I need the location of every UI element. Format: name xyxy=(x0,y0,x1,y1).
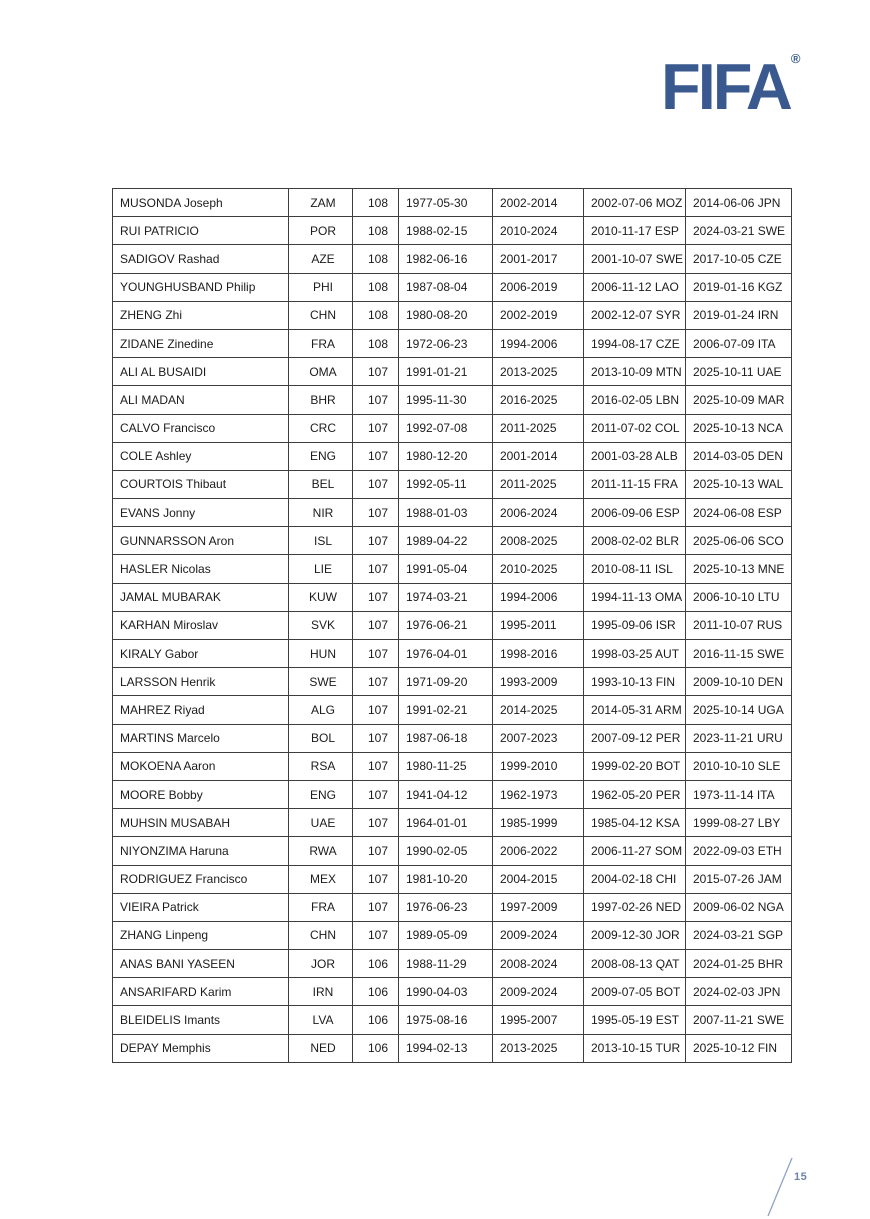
birth-date-cell: 1988-02-15 xyxy=(399,217,493,245)
birth-date-cell: 1995-11-30 xyxy=(399,386,493,414)
last-match-cell: 2015-07-26 JAM xyxy=(686,865,792,893)
table-row xyxy=(113,329,792,357)
table-row xyxy=(113,668,792,696)
birth-date-cell: 1992-05-11 xyxy=(399,470,493,498)
last-match-cell: 2017-10-05 CZE xyxy=(686,245,792,273)
caps-cell: 108 xyxy=(353,273,399,301)
career-span-cell: 2008-2025 xyxy=(493,527,584,555)
first-match-cell: 1995-05-19 EST xyxy=(584,1006,686,1034)
country-code-cell: PHI xyxy=(289,273,353,301)
last-match-cell: 2011-10-07 RUS xyxy=(686,611,792,639)
country-code-cell: ALG xyxy=(289,696,353,724)
last-match-cell: 2014-03-05 DEN xyxy=(686,442,792,470)
career-span-cell: 2007-2023 xyxy=(493,724,584,752)
last-match-cell: 2024-03-21 SGP xyxy=(686,921,792,949)
first-match-cell: 1962-05-20 PER xyxy=(584,780,686,808)
table-row xyxy=(113,893,792,921)
first-match-cell: 2004-02-18 CHI xyxy=(584,865,686,893)
caps-cell: 107 xyxy=(353,499,399,527)
caps-cell: 107 xyxy=(353,527,399,555)
birth-date-cell: 1988-01-03 xyxy=(399,499,493,527)
birth-date-cell: 1994-02-13 xyxy=(399,1034,493,1062)
first-match-cell: 2001-10-07 SWE xyxy=(584,245,686,273)
birth-date-cell: 1982-06-16 xyxy=(399,245,493,273)
caps-cell: 106 xyxy=(353,1034,399,1062)
table-row xyxy=(113,470,792,498)
last-match-cell: 2016-11-15 SWE xyxy=(686,640,792,668)
birth-date-cell: 1987-08-04 xyxy=(399,273,493,301)
country-code-cell: LIE xyxy=(289,555,353,583)
player-name-cell: ANSARIFARD Karim xyxy=(113,978,289,1006)
caps-cell: 106 xyxy=(353,1006,399,1034)
player-name-cell: YOUNGHUSBAND Philip xyxy=(113,273,289,301)
country-code-cell: SVK xyxy=(289,611,353,639)
country-code-cell: FRA xyxy=(289,329,353,357)
table-row xyxy=(113,217,792,245)
table-row xyxy=(113,386,792,414)
last-match-cell: 1999-08-27 LBY xyxy=(686,809,792,837)
table-row xyxy=(113,499,792,527)
first-match-cell: 2010-11-17 ESP xyxy=(584,217,686,245)
first-match-cell: 2011-11-15 FRA xyxy=(584,470,686,498)
table-row xyxy=(113,752,792,780)
country-code-cell: UAE xyxy=(289,809,353,837)
first-match-cell: 1998-03-25 AUT xyxy=(584,640,686,668)
table-row xyxy=(113,780,792,808)
player-name-cell: ZIDANE Zinedine xyxy=(113,329,289,357)
birth-date-cell: 1989-05-09 xyxy=(399,921,493,949)
player-name-cell: MUHSIN MUSABAH xyxy=(113,809,289,837)
footer-slash-icon xyxy=(765,1156,795,1218)
birth-date-cell: 1941-04-12 xyxy=(399,780,493,808)
birth-date-cell: 1976-04-01 xyxy=(399,640,493,668)
country-code-cell: RWA xyxy=(289,837,353,865)
caps-cell: 107 xyxy=(353,921,399,949)
first-match-cell: 1995-09-06 ISR xyxy=(584,611,686,639)
player-name-cell: MOORE Bobby xyxy=(113,780,289,808)
birth-date-cell: 1992-07-08 xyxy=(399,414,493,442)
country-code-cell: ENG xyxy=(289,780,353,808)
first-match-cell: 2013-10-09 MTN xyxy=(584,358,686,386)
caps-cell: 106 xyxy=(353,950,399,978)
career-span-cell: 2013-2025 xyxy=(493,358,584,386)
last-match-cell: 2024-01-25 BHR xyxy=(686,950,792,978)
fifa-logo xyxy=(661,50,801,123)
caps-cell: 106 xyxy=(353,978,399,1006)
player-name-cell: ZHANG Linpeng xyxy=(113,921,289,949)
country-code-cell: CHN xyxy=(289,301,353,329)
player-name-cell: ALI AL BUSAIDI xyxy=(113,358,289,386)
country-code-cell: BHR xyxy=(289,386,353,414)
first-match-cell: 2008-08-13 QAT xyxy=(584,950,686,978)
birth-date-cell: 1976-06-21 xyxy=(399,611,493,639)
first-match-cell: 2010-08-11 ISL xyxy=(584,555,686,583)
career-span-cell: 1962-1973 xyxy=(493,780,584,808)
player-name-cell: BLEIDELIS Imants xyxy=(113,1006,289,1034)
first-match-cell: 2014-05-31 ARM xyxy=(584,696,686,724)
table-row xyxy=(113,696,792,724)
player-name-cell: ANAS BANI YASEEN xyxy=(113,950,289,978)
career-span-cell: 1985-1999 xyxy=(493,809,584,837)
player-name-cell: HASLER Nicolas xyxy=(113,555,289,583)
birth-date-cell: 1964-01-01 xyxy=(399,809,493,837)
career-span-cell: 1993-2009 xyxy=(493,668,584,696)
table-row xyxy=(113,245,792,273)
career-span-cell: 2009-2024 xyxy=(493,921,584,949)
birth-date-cell: 1987-06-18 xyxy=(399,724,493,752)
caps-cell: 107 xyxy=(353,470,399,498)
career-span-cell: 2002-2019 xyxy=(493,301,584,329)
player-name-cell: RUI PATRICIO xyxy=(113,217,289,245)
last-match-cell: 2009-06-02 NGA xyxy=(686,893,792,921)
player-name-cell: CALVO Francisco xyxy=(113,414,289,442)
player-name-cell: MARTINS Marcelo xyxy=(113,724,289,752)
country-code-cell: IRN xyxy=(289,978,353,1006)
first-match-cell: 2006-09-06 ESP xyxy=(584,499,686,527)
career-span-cell: 1997-2009 xyxy=(493,893,584,921)
player-name-cell: SADIGOV Rashad xyxy=(113,245,289,273)
career-span-cell: 2008-2024 xyxy=(493,950,584,978)
country-code-cell: FRA xyxy=(289,893,353,921)
last-match-cell: 2024-03-21 SWE xyxy=(686,217,792,245)
last-match-cell: 2025-10-13 WAL xyxy=(686,470,792,498)
career-span-cell: 1995-2007 xyxy=(493,1006,584,1034)
country-code-cell: NIR xyxy=(289,499,353,527)
caps-cell: 107 xyxy=(353,724,399,752)
last-match-cell: 2006-07-09 ITA xyxy=(686,329,792,357)
first-match-cell: 2002-07-06 MOZ xyxy=(584,189,686,217)
player-name-cell: MAHREZ Riyad xyxy=(113,696,289,724)
career-span-cell: 2006-2019 xyxy=(493,273,584,301)
page-number: 15 xyxy=(794,1171,808,1183)
career-span-cell: 2011-2025 xyxy=(493,414,584,442)
table-row xyxy=(113,950,792,978)
last-match-cell: 2014-06-06 JPN xyxy=(686,189,792,217)
career-span-cell: 2002-2014 xyxy=(493,189,584,217)
last-match-cell: 2006-10-10 LTU xyxy=(686,583,792,611)
players-table-body xyxy=(113,189,792,1063)
last-match-cell: 2007-11-21 SWE xyxy=(686,1006,792,1034)
career-span-cell: 2014-2025 xyxy=(493,696,584,724)
birth-date-cell: 1991-05-04 xyxy=(399,555,493,583)
caps-cell: 108 xyxy=(353,217,399,245)
birth-date-cell: 1977-05-30 xyxy=(399,189,493,217)
career-span-cell: 2016-2025 xyxy=(493,386,584,414)
caps-cell: 107 xyxy=(353,865,399,893)
player-name-cell: DEPAY Memphis xyxy=(113,1034,289,1062)
career-span-cell: 1994-2006 xyxy=(493,583,584,611)
birth-date-cell: 1980-08-20 xyxy=(399,301,493,329)
table-row xyxy=(113,583,792,611)
country-code-cell: CHN xyxy=(289,921,353,949)
country-code-cell: OMA xyxy=(289,358,353,386)
table-row xyxy=(113,809,792,837)
birth-date-cell: 1971-09-20 xyxy=(399,668,493,696)
player-name-cell: RODRIGUEZ Francisco xyxy=(113,865,289,893)
player-name-cell: KARHAN Miroslav xyxy=(113,611,289,639)
player-name-cell: NIYONZIMA Haruna xyxy=(113,837,289,865)
first-match-cell: 2009-07-05 BOT xyxy=(584,978,686,1006)
country-code-cell: RSA xyxy=(289,752,353,780)
last-match-cell: 2023-11-21 URU xyxy=(686,724,792,752)
players-table xyxy=(112,188,792,1063)
table-row xyxy=(113,1006,792,1034)
caps-cell: 108 xyxy=(353,189,399,217)
country-code-cell: POR xyxy=(289,217,353,245)
table-row xyxy=(113,189,792,217)
birth-date-cell: 1989-04-22 xyxy=(399,527,493,555)
country-code-cell: ZAM xyxy=(289,189,353,217)
player-name-cell: MUSONDA Joseph xyxy=(113,189,289,217)
player-name-cell: JAMAL MUBARAK xyxy=(113,583,289,611)
player-name-cell: ZHENG Zhi xyxy=(113,301,289,329)
career-span-cell: 2013-2025 xyxy=(493,1034,584,1062)
caps-cell: 108 xyxy=(353,245,399,273)
caps-cell: 107 xyxy=(353,611,399,639)
last-match-cell: 2025-10-14 UGA xyxy=(686,696,792,724)
country-code-cell: CRC xyxy=(289,414,353,442)
player-name-cell: KIRALY Gabor xyxy=(113,640,289,668)
caps-cell: 107 xyxy=(353,555,399,583)
country-code-cell: JOR xyxy=(289,950,353,978)
last-match-cell: 2022-09-03 ETH xyxy=(686,837,792,865)
caps-cell: 107 xyxy=(353,893,399,921)
birth-date-cell: 1975-08-16 xyxy=(399,1006,493,1034)
birth-date-cell: 1974-03-21 xyxy=(399,583,493,611)
country-code-cell: SWE xyxy=(289,668,353,696)
first-match-cell: 1985-04-12 KSA xyxy=(584,809,686,837)
country-code-cell: NED xyxy=(289,1034,353,1062)
career-span-cell: 1995-2011 xyxy=(493,611,584,639)
registered-trademark-icon: ® xyxy=(790,51,801,66)
caps-cell: 107 xyxy=(353,837,399,865)
country-code-cell: KUW xyxy=(289,583,353,611)
player-name-cell: GUNNARSSON Aron xyxy=(113,527,289,555)
career-span-cell: 2004-2015 xyxy=(493,865,584,893)
last-match-cell: 2025-06-06 SCO xyxy=(686,527,792,555)
table-row xyxy=(113,442,792,470)
table-row xyxy=(113,527,792,555)
table-row xyxy=(113,555,792,583)
first-match-cell: 2006-11-12 LAO xyxy=(584,273,686,301)
player-name-cell: VIEIRA Patrick xyxy=(113,893,289,921)
table-row xyxy=(113,358,792,386)
first-match-cell: 2009-12-30 JOR xyxy=(584,921,686,949)
caps-cell: 108 xyxy=(353,301,399,329)
birth-date-cell: 1990-04-03 xyxy=(399,978,493,1006)
first-match-cell: 1994-11-13 OMA xyxy=(584,583,686,611)
caps-cell: 107 xyxy=(353,780,399,808)
first-match-cell: 2001-03-28 ALB xyxy=(584,442,686,470)
caps-cell: 107 xyxy=(353,668,399,696)
caps-cell: 107 xyxy=(353,696,399,724)
birth-date-cell: 1988-11-29 xyxy=(399,950,493,978)
caps-cell: 107 xyxy=(353,358,399,386)
table-row xyxy=(113,414,792,442)
birth-date-cell: 1980-11-25 xyxy=(399,752,493,780)
career-span-cell: 2001-2014 xyxy=(493,442,584,470)
table-row xyxy=(113,865,792,893)
career-span-cell: 1999-2010 xyxy=(493,752,584,780)
player-name-cell: EVANS Jonny xyxy=(113,499,289,527)
country-code-cell: MEX xyxy=(289,865,353,893)
career-span-cell: 2010-2024 xyxy=(493,217,584,245)
birth-date-cell: 1976-06-23 xyxy=(399,893,493,921)
career-span-cell: 2006-2024 xyxy=(493,499,584,527)
birth-date-cell: 1991-01-21 xyxy=(399,358,493,386)
table-row xyxy=(113,978,792,1006)
player-name-cell: LARSSON Henrik xyxy=(113,668,289,696)
career-span-cell: 2001-2017 xyxy=(493,245,584,273)
player-name-cell: ALI MADAN xyxy=(113,386,289,414)
first-match-cell: 2007-09-12 PER xyxy=(584,724,686,752)
first-match-cell: 1993-10-13 FIN xyxy=(584,668,686,696)
first-match-cell: 2006-11-27 SOM xyxy=(584,837,686,865)
first-match-cell: 2002-12-07 SYR xyxy=(584,301,686,329)
career-span-cell: 2011-2025 xyxy=(493,470,584,498)
table-row xyxy=(113,301,792,329)
last-match-cell: 2010-10-10 SLE xyxy=(686,752,792,780)
last-match-cell: 2024-02-03 JPN xyxy=(686,978,792,1006)
country-code-cell: ISL xyxy=(289,527,353,555)
birth-date-cell: 1990-02-05 xyxy=(399,837,493,865)
birth-date-cell: 1972-06-23 xyxy=(399,329,493,357)
birth-date-cell: 1991-02-21 xyxy=(399,696,493,724)
caps-cell: 107 xyxy=(353,640,399,668)
table-row xyxy=(113,273,792,301)
country-code-cell: BOL xyxy=(289,724,353,752)
caps-cell: 107 xyxy=(353,442,399,470)
country-code-cell: HUN xyxy=(289,640,353,668)
caps-cell: 107 xyxy=(353,386,399,414)
career-span-cell: 1994-2006 xyxy=(493,329,584,357)
career-span-cell: 2009-2024 xyxy=(493,978,584,1006)
last-match-cell: 2024-06-08 ESP xyxy=(686,499,792,527)
last-match-cell: 2009-10-10 DEN xyxy=(686,668,792,696)
first-match-cell: 2008-02-02 BLR xyxy=(584,527,686,555)
last-match-cell: 2019-01-24 IRN xyxy=(686,301,792,329)
country-code-cell: LVA xyxy=(289,1006,353,1034)
first-match-cell: 2011-07-02 COL xyxy=(584,414,686,442)
caps-cell: 107 xyxy=(353,583,399,611)
player-name-cell: COLE Ashley xyxy=(113,442,289,470)
table-row xyxy=(113,837,792,865)
caps-cell: 107 xyxy=(353,752,399,780)
birth-date-cell: 1980-12-20 xyxy=(399,442,493,470)
table-row xyxy=(113,640,792,668)
career-span-cell: 1998-2016 xyxy=(493,640,584,668)
caps-cell: 108 xyxy=(353,329,399,357)
last-match-cell: 2025-10-11 UAE xyxy=(686,358,792,386)
country-code-cell: BEL xyxy=(289,470,353,498)
table-row xyxy=(113,611,792,639)
last-match-cell: 2025-10-13 MNE xyxy=(686,555,792,583)
last-match-cell: 2025-10-13 NCA xyxy=(686,414,792,442)
country-code-cell: AZE xyxy=(289,245,353,273)
career-span-cell: 2006-2022 xyxy=(493,837,584,865)
player-name-cell: COURTOIS Thibaut xyxy=(113,470,289,498)
country-code-cell: ENG xyxy=(289,442,353,470)
last-match-cell: 1973-11-14 ITA xyxy=(686,780,792,808)
last-match-cell: 2019-01-16 KGZ xyxy=(686,273,792,301)
table-row xyxy=(113,724,792,752)
caps-cell: 107 xyxy=(353,414,399,442)
table-row xyxy=(113,1034,792,1062)
last-match-cell: 2025-10-12 FIN xyxy=(686,1034,792,1062)
birth-date-cell: 1981-10-20 xyxy=(399,865,493,893)
last-match-cell: 2025-10-09 MAR xyxy=(686,386,792,414)
first-match-cell: 1997-02-26 NED xyxy=(584,893,686,921)
fifa-logo-text: FIFA xyxy=(661,50,790,123)
first-match-cell: 2013-10-15 TUR xyxy=(584,1034,686,1062)
career-span-cell: 2010-2025 xyxy=(493,555,584,583)
table-row xyxy=(113,921,792,949)
player-name-cell: MOKOENA Aaron xyxy=(113,752,289,780)
first-match-cell: 2016-02-05 LBN xyxy=(584,386,686,414)
caps-cell: 107 xyxy=(353,809,399,837)
first-match-cell: 1994-08-17 CZE xyxy=(584,329,686,357)
first-match-cell: 1999-02-20 BOT xyxy=(584,752,686,780)
